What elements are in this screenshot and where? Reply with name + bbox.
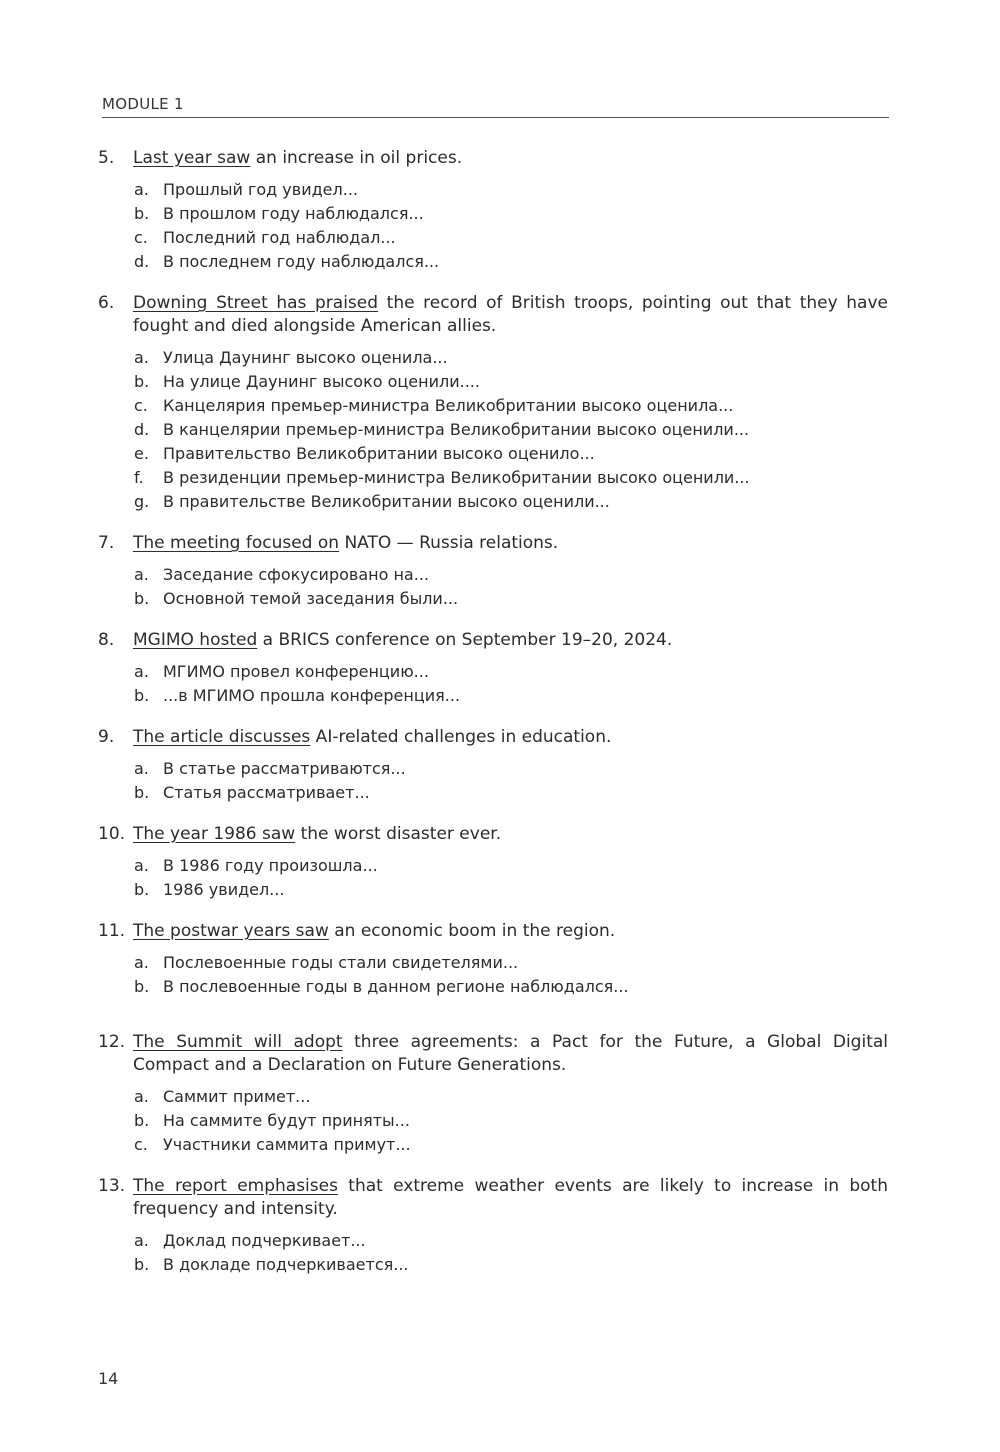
page-number: 14 [98, 1369, 119, 1388]
question-number: 6. [98, 293, 115, 313]
option-item [133, 878, 888, 902]
option-item [133, 563, 888, 587]
option-text: Правительство Великобритании высоко оценило... [163, 444, 595, 463]
option-list [133, 854, 888, 902]
question-number: 9. [98, 727, 115, 747]
underlined-phrase: The postwar years saw [133, 921, 329, 941]
underlined-phrase: The report emphasises [133, 1176, 338, 1196]
underlined-phrase: The meeting focused on [133, 533, 340, 553]
option-text: В канцелярии премьер-министра Великобритании высоко оценили... [163, 420, 750, 439]
question-sentence [133, 532, 888, 555]
question-number: 8. [98, 630, 115, 650]
underlined-phrase: The article discusses [133, 727, 311, 747]
question-stem [98, 726, 888, 749]
option-item [133, 1109, 888, 1133]
question-stem [98, 532, 888, 555]
option-letter: b. [134, 1255, 150, 1274]
option-letter: b. [134, 880, 150, 899]
option-list [133, 1229, 888, 1277]
option-item [133, 951, 888, 975]
option-text: 1986 увидел... [163, 880, 285, 899]
option-item [133, 394, 888, 418]
question-number: 5. [98, 148, 115, 168]
option-item [133, 490, 888, 514]
option-letter: a. [134, 565, 149, 584]
option-letter: a. [134, 759, 149, 778]
question-number: 10. [98, 824, 126, 844]
option-text: Послевоенные годы стали свидетелями... [163, 953, 519, 972]
option-letter: b. [134, 204, 150, 223]
option-letter: b. [134, 1111, 150, 1130]
question-sentence [133, 629, 888, 652]
option-text: Основной темой заседания были... [163, 589, 459, 608]
option-text: МГИМО провел конференцию... [163, 662, 429, 681]
question-7 [98, 532, 888, 611]
option-item [133, 975, 888, 999]
question-number: 13. [98, 1176, 126, 1196]
option-text: В последнем году наблюдался... [163, 252, 440, 271]
question-number: 11. [98, 921, 126, 941]
sentence-rest: AI-related challenges in education. [310, 727, 612, 747]
question-5 [98, 147, 888, 274]
option-list [133, 178, 888, 274]
option-text: Статья рассматривает... [163, 783, 370, 802]
option-text: На саммите будут приняты... [163, 1111, 410, 1130]
option-item [133, 587, 888, 611]
option-text: В статье рассматриваются... [163, 759, 406, 778]
option-item [133, 781, 888, 805]
option-text: ...в МГИМО прошла конференция... [163, 686, 461, 705]
underlined-phrase: The year 1986 saw [133, 824, 296, 844]
sentence-rest: a BRICS conference on September 19–20, 2024. [257, 630, 673, 650]
underlined-phrase: MGIMO hosted [133, 630, 258, 650]
option-text: Прошлый год увидел... [163, 180, 358, 199]
option-letter: c. [134, 1135, 148, 1154]
option-list [133, 951, 888, 999]
option-item [133, 346, 888, 370]
option-text: В послевоенные годы в данном регионе наблюдался... [163, 977, 629, 996]
option-letter: e. [134, 444, 149, 463]
option-text: В прошлом году наблюдался... [163, 204, 424, 223]
question-sentence [133, 920, 888, 943]
option-item [133, 1229, 888, 1253]
option-item [133, 250, 888, 274]
option-letter: d. [134, 252, 150, 271]
option-list [133, 1085, 888, 1157]
option-letter: a. [134, 348, 149, 367]
option-item [133, 684, 888, 708]
sentence-rest: an economic boom in the region. [328, 921, 616, 941]
underlined-phrase: Last year saw [133, 148, 251, 168]
option-list [133, 757, 888, 805]
option-letter: a. [134, 662, 149, 681]
question-stem [98, 823, 888, 846]
question-12 [98, 1031, 888, 1157]
underlined-phrase: The Summit will adopt [133, 1032, 343, 1052]
option-text: Заседание сфокусировано на... [163, 565, 429, 584]
option-text: В 1986 году произошла... [163, 856, 378, 875]
question-stem [98, 292, 888, 338]
option-item [133, 1085, 888, 1109]
option-letter: b. [134, 372, 150, 391]
question-stem [98, 920, 888, 943]
question-6 [98, 292, 888, 514]
option-letter: a. [134, 953, 149, 972]
option-letter: f. [134, 468, 144, 487]
option-list [133, 346, 888, 514]
question-stem [98, 1175, 888, 1221]
option-item [133, 226, 888, 250]
option-item [133, 660, 888, 684]
question-sentence [133, 1175, 888, 1221]
question-10 [98, 823, 888, 902]
option-text: Канцелярия премьер-министра Великобритании высоко оценила... [163, 396, 734, 415]
option-text: Последний год наблюдал... [163, 228, 396, 247]
option-letter: b. [134, 589, 150, 608]
option-item [133, 757, 888, 781]
option-item [133, 178, 888, 202]
sentence-rest: the record of British troops, pointing out that they have fought and died alongside American allies. [133, 293, 888, 336]
question-number: 7. [98, 533, 115, 553]
option-text: Участники саммита примут... [163, 1135, 411, 1154]
option-letter: g. [134, 492, 150, 511]
option-list [133, 563, 888, 611]
option-letter: a. [134, 1231, 149, 1250]
sentence-rest: the worst disaster ever. [295, 824, 502, 844]
question-sentence [133, 823, 888, 846]
question-sentence [133, 726, 888, 749]
option-item [133, 1253, 888, 1277]
question-stem [98, 1031, 888, 1077]
option-item [133, 370, 888, 394]
option-text: Доклад подчеркивает... [163, 1231, 366, 1250]
sentence-rest: an increase in oil prices. [250, 148, 463, 168]
option-item [133, 418, 888, 442]
option-item [133, 442, 888, 466]
underlined-phrase: Downing Street has praised [133, 293, 379, 313]
sentence-rest: NATO — Russia relations. [339, 533, 559, 553]
question-11 [98, 920, 888, 999]
option-text: Саммит примет... [163, 1087, 311, 1106]
option-text: В правительстве Великобритании высоко оценили... [163, 492, 610, 511]
question-number: 12. [98, 1032, 126, 1052]
question-stem [98, 629, 888, 652]
sentence-rest: that extreme weather events are likely to increase in both frequency and intensity. [133, 1176, 888, 1219]
question-sentence [133, 147, 888, 170]
option-letter: b. [134, 783, 150, 802]
option-letter: a. [134, 856, 149, 875]
option-letter: a. [134, 1087, 149, 1106]
option-item [133, 854, 888, 878]
option-item [133, 202, 888, 226]
option-letter: d. [134, 420, 150, 439]
exercise-content [98, 147, 888, 1295]
option-letter: c. [134, 228, 148, 247]
option-letter: a. [134, 180, 149, 199]
option-text: На улице Даунинг высоко оценили.... [163, 372, 480, 391]
question-8 [98, 629, 888, 708]
question-13 [98, 1175, 888, 1277]
option-letter: c. [134, 396, 148, 415]
option-item [133, 1133, 888, 1157]
option-list [133, 660, 888, 708]
option-letter: b. [134, 686, 150, 705]
running-header: MODULE 1 [102, 95, 889, 118]
option-item [133, 466, 888, 490]
option-text: Улица Даунинг высоко оценила... [163, 348, 448, 367]
sentence-rest: three agreements: a Pact for the Future, a Global Digital Compact and a Declaration on Future Generations. [133, 1032, 888, 1075]
question-9 [98, 726, 888, 805]
question-sentence [133, 292, 888, 338]
question-sentence [133, 1031, 888, 1077]
option-text: В резиденции премьер-министра Великобритании высоко оценили... [163, 468, 750, 487]
option-text: В докладе подчеркивается... [163, 1255, 409, 1274]
option-letter: b. [134, 977, 150, 996]
question-stem [98, 147, 888, 170]
